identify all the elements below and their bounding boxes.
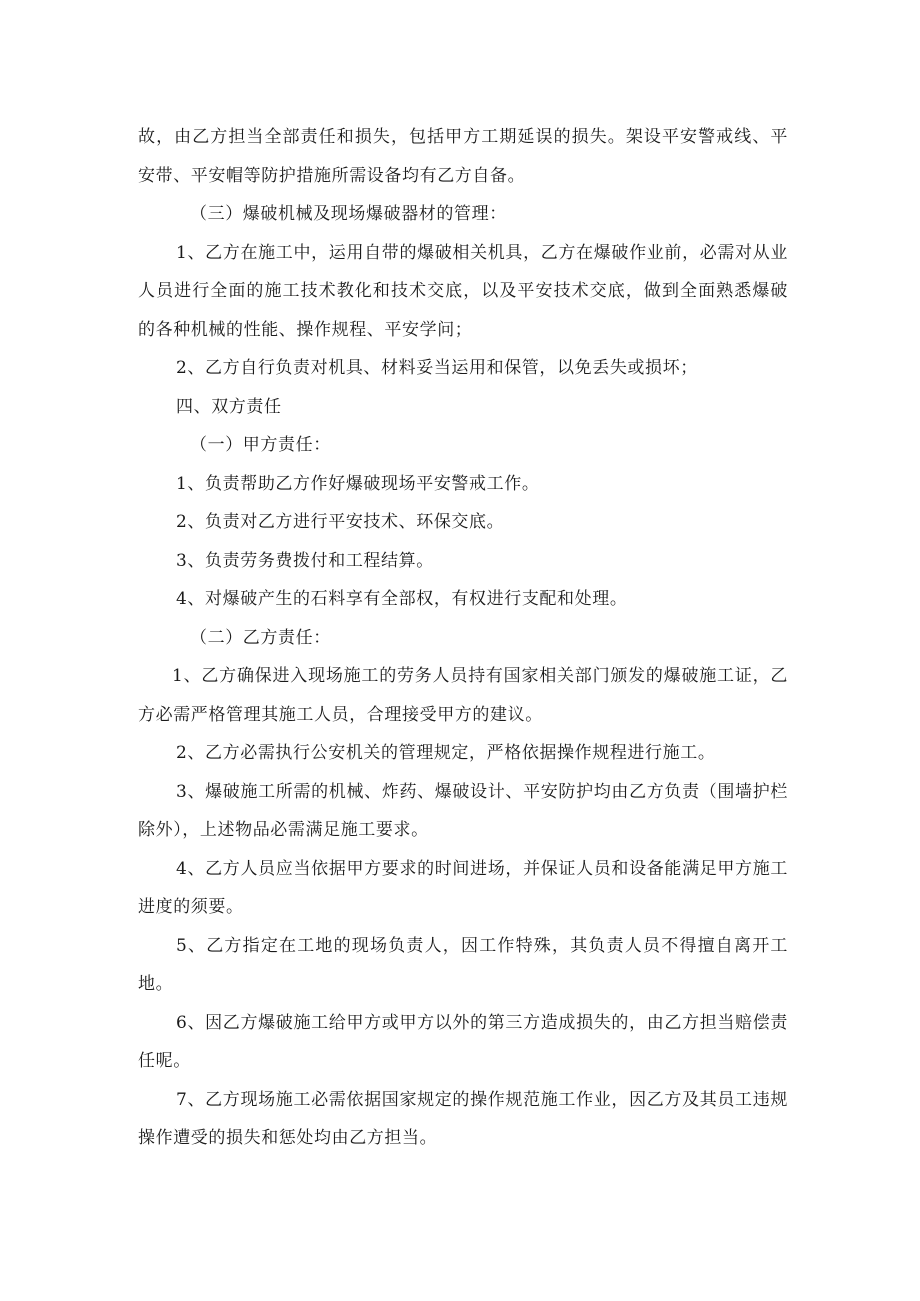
paragraph-item: 1、乙方确保进入现场施工的劳务人员持有国家相关部门颁发的爆破施工证，乙方必需严格管理其施工人员，合理接受甲方的建议。 <box>138 666 788 725</box>
document-body <box>138 118 788 1158</box>
paragraph-item: 4、对爆破产生的石料享有全部权，有权进行支配和处理。 <box>176 589 628 609</box>
paragraph-item: 1、负责帮助乙方作好爆破现场平安警戒工作。 <box>176 473 540 494</box>
paragraph-item: 1、乙方在施工中，运用自带的爆破相关机具，乙方在爆破作业前，必需对从业人员进行全面的施工技术教化和技术交底，以及平安技术交底，做到全面熟悉爆破的各种机械的性能、操作规程、平安学问； <box>138 242 788 340</box>
section-heading-party-a-responsibilities: （一）甲方责任： <box>190 435 331 455</box>
paragraph-item: 4、乙方人员应当依据甲方要求的时间进场，并保证人员和设备能满足甲方施工进度的须要。 <box>138 858 788 917</box>
paragraph-continuation: 故，由乙方担当全部责任和损失，包括甲方工期延误的损失。架设平安警戒线、平安带、平安帽等防护措施所需设备均有乙方自备。 <box>138 127 788 186</box>
section-heading-equipment-management: （三）爆破机械及现场爆破器材的管理： <box>190 204 507 224</box>
section-heading-party-b-responsibilities: （二）乙方责任： <box>190 627 331 648</box>
paragraph-item: 5、乙方指定在工地的现场负责人，因工作特殊，其负责人员不得擅自离开工地。 <box>138 935 788 994</box>
section-heading-mutual-responsibilities: 四、双方责任 <box>176 396 282 417</box>
paragraph-item: 7、乙方现场施工必需依据国家规定的操作规范施工作业，因乙方及其员工违规操作遭受的损失和惩处均由乙方担当。 <box>138 1089 788 1148</box>
paragraph-item: 2、负责对乙方进行平安技术、环保交底。 <box>176 512 505 532</box>
paragraph-item: 3、爆破施工所需的机械、炸药、爆破设计、平安防护均由乙方负责（围墙护栏除外），上述物品必需满足施工要求。 <box>138 781 788 840</box>
paragraph-item: 3、负责劳务费拨付和工程结算。 <box>176 550 434 571</box>
paragraph-item: 2、乙方必需执行公安机关的管理规定，严格依据操作规程进行施工。 <box>176 743 716 763</box>
paragraph-item: 2、乙方自行负责对机具、材料妥当运用和保管，以免丢失或损坏； <box>176 358 698 378</box>
paragraph-item: 6、因乙方爆破施工给甲方或甲方以外的第三方造成损失的，由乙方担当赔偿责任呢。 <box>138 1012 788 1071</box>
